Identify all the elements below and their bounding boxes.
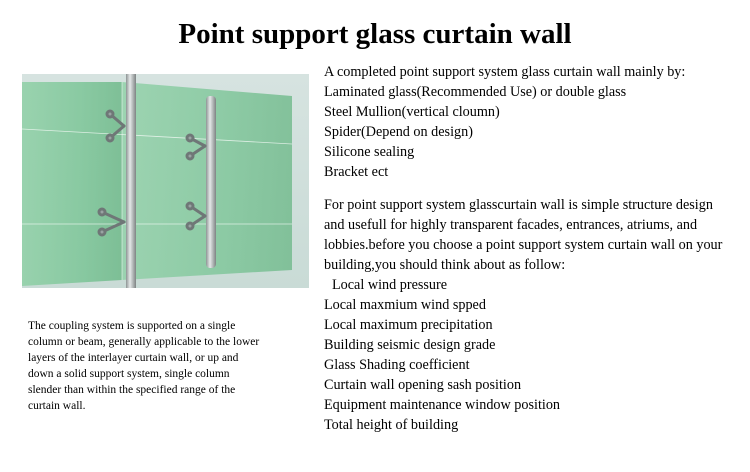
consideration-item: Local maxmium wind spped bbox=[324, 297, 486, 313]
paragraph-line: For point support system glasscurtain wall is simple structure design bbox=[324, 197, 713, 213]
caption-line: down a solid support system, single column bbox=[28, 368, 230, 380]
illustration-caption bbox=[28, 318, 303, 414]
caption-line: slender than within the specified range of the bbox=[28, 384, 236, 396]
consideration-item: Curtain wall opening sash position bbox=[324, 377, 522, 393]
component-item: Steel Mullion(vertical cloumn) bbox=[324, 104, 500, 120]
consideration-item: Equipment maintenance window position bbox=[324, 397, 561, 413]
paragraph-line: lobbies.before you choose a point support system curtain wall on your bbox=[324, 237, 723, 253]
caption-line: layers of the interlayer curtain wall, or up and bbox=[28, 352, 239, 364]
caption-line: curtain wall. bbox=[28, 400, 86, 412]
consideration-item: Local maximum precipitation bbox=[324, 317, 493, 333]
component-item: Silicone sealing bbox=[324, 144, 415, 160]
steel-mullion-right bbox=[206, 96, 216, 268]
caption-line: column or beam, generally applicable to the lower bbox=[28, 336, 260, 348]
component-item: Laminated glass(Recommended Use) or double glass bbox=[324, 84, 627, 100]
consideration-item: Total height of building bbox=[324, 417, 459, 433]
consideration-item: Local wind pressure bbox=[332, 277, 448, 293]
component-item: Bracket ect bbox=[324, 164, 389, 180]
caption-line: The coupling system is supported on a single bbox=[28, 320, 236, 332]
consideration-item: Glass Shading coefficient bbox=[324, 357, 470, 373]
intro-text: A completed point support system glass curtain wall mainly by: bbox=[324, 64, 686, 80]
description-text bbox=[324, 62, 744, 435]
curtain-wall-illustration bbox=[22, 74, 309, 288]
component-item: Spider(Depend on design) bbox=[324, 124, 473, 140]
steel-mullion-left bbox=[126, 74, 136, 288]
paragraph-line: building,you should think about as follow: bbox=[324, 257, 566, 273]
paragraph-line: and usefull for highly transparent facades, entrances, atriums, and bbox=[324, 217, 698, 233]
page-title: Point support glass curtain wall bbox=[178, 18, 572, 50]
consideration-item: Building seismic design grade bbox=[324, 337, 496, 353]
